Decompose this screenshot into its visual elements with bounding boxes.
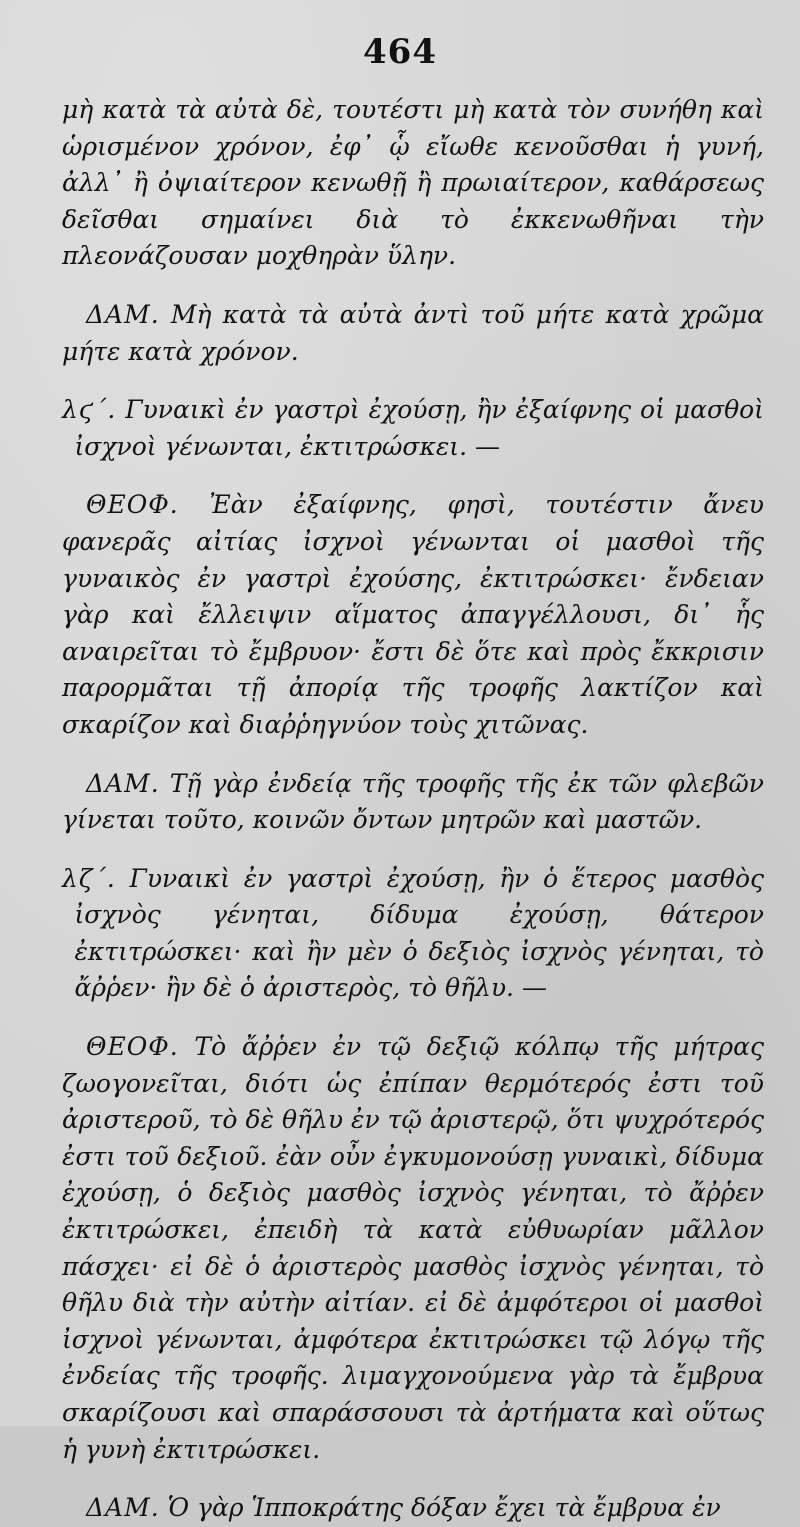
paragraph-text: Τὸ ἄῤῥεν ἐν τῷ δεξιῷ κόλπῳ τῆς μήτρας ζωογονεῖται, διότι ὡς ἐπίπαν θερμότερός ἐστι τοῦ ἀριστεροῦ, τὸ δὲ θῆλυ ἐν τῷ ἀριστερῷ, ὅτι ψυχρότερός ἐστι τοῦ δεξιοῦ. ἐὰν οὖν ἐγκυμονούσῃ γυναικὶ, δίδυμα ἐχούσῃ, ὁ δεξιὸς μασθὸς ἰσχνὸς γένηται, τὸ ἄῤῥεν ἐκτιτρώσκει, ἐπειδὴ τὰ κατὰ εὐθυωρίαν μᾶλλον πάσχει· εἰ δὲ ὁ ἀριστερὸς μασθὸς ἰσχνὸς γένηται, τὸ θῆλυ διὰ τὴν αὐτὴν αἰτίαν. εἰ δὲ ἀμφότεροι οἱ μασθοὶ ἰσχνοὶ γένωνται, ἀμφότερα ἐκτιτρώσκει τῷ λόγῳ τῆς ἐνδείας τῆς τροφῆς. λιμαγχονούμενα γὰρ τὰ ἔμβρυα σκαρίζουσι καὶ σπαράσσουσι τὰ ἀρτήματα καὶ οὕτως ἡ γυνὴ ἐκτιτρώσκει. — [62, 1032, 764, 1464]
paragraph-commentary-theophilus — [62, 1029, 764, 1468]
paragraph-text: μὴ κατὰ τὰ αὐτὰ δὲ, τουτέστι μὴ κατὰ τὸν συνήθη καὶ ὡρισμένον χρόνον, ἐφ᾽ ᾧ εἴωθε κενοῦσθαι ἡ γυνή, ἀλλ᾽ ἢ ὀψιαίτερον κενωθῇ ἢ πρωιαίτερον, καθάρσεως δεῖσθαι σημαίνει διὰ τὸ ἐκκενωθῆναι τὴν πλεονάζουσαν μοχθηρὰν ὕλην. — [62, 95, 764, 271]
page-number: 464 — [363, 32, 437, 72]
aphorism-number: λϛ΄. — [62, 395, 117, 425]
paragraph-commentary-theophilus — [62, 487, 764, 743]
paragraph-text: Τῇ γὰρ ἐνδείᾳ τῆς τροφῆς τῆς ἐκ τῶν φλεβῶν γίνεται τοῦτο, κοινῶν ὄντων μητρῶν καὶ μαστῶν. — [62, 768, 764, 835]
paragraph-text: Γυναικὶ ἐν γαστρὶ ἐχούσῃ, ἢν ἐξαίφνης οἱ μασθοὶ ἰσχνοὶ γένωνται, ἐκτιτρώσκει. — — [74, 395, 764, 461]
paragraph-commentary-damascius — [62, 297, 764, 370]
paragraph-commentary-damascius — [62, 1490, 764, 1527]
paragraph-text: Γυναικὶ ἐν γαστρὶ ἐχούσῃ, ἢν ὁ ἕτερος μασθὸς ἰσχνὸς γένηται, δίδυμα ἐχούσῃ, θάτερον ἐκτιτρώσκει· καὶ ἢν μὲν ὁ δεξιὸς ἰσχνὸς γένηται, τὸ ἄῤῥεν· ἢν δὲ ὁ ἀριστερὸς, τὸ θῆλυ. — — [74, 863, 764, 1003]
paragraph-continuation — [62, 92, 764, 275]
body-text — [62, 92, 764, 1527]
aphorism-36 — [62, 392, 764, 465]
speaker-label: ΔΑΜ. — [86, 1493, 160, 1523]
paragraph-text: Ὁ γὰρ Ἱπποκράτης δόξαν ἔχει τὰ ἔμβρυα ἐν — [167, 1493, 721, 1523]
aphorism-number: λζ΄. — [62, 863, 116, 893]
aphorism-37 — [62, 861, 764, 1007]
speaker-label: ΔΑΜ. — [86, 299, 160, 329]
paragraph-text: Ἐὰν ἐξαίφνης, φησὶ, τουτέστιν ἄνευ φανερᾶς αἰτίας ἰσχνοὶ γένωνται οἱ μασθοὶ τῆς γυναικὸς ἐν γαστρὶ ἐχούσης, ἐκτιτρώσκει· ἔνδειαν γὰρ καὶ ἔλλειψιν αἵματος ἀπαγγέλλουσι, δι᾽ ἧς αναιρεῖται τὸ ἔμβρυον· ἔστι δὲ ὅτε καὶ πρὸς ἔκκρισιν παρορμᾶται τῇ ἀπορίᾳ τῆς τροφῆς λακτίζον καὶ σκαρίζον καὶ διαῤῥηγνύον τοὺς χιτῶνας. — [62, 490, 764, 739]
speaker-label: ΘΕΟΦ. — [86, 490, 179, 520]
paragraph-commentary-damascius — [62, 766, 764, 839]
speaker-label: ΘΕΟΦ. — [86, 1032, 179, 1062]
speaker-label: ΔΑΜ. — [86, 768, 160, 798]
paragraph-text: Μὴ κατὰ τὰ αὐτὰ ἀντὶ τοῦ μήτε κατὰ χρῶμα μήτε κατὰ χρόνον. — [62, 299, 764, 366]
